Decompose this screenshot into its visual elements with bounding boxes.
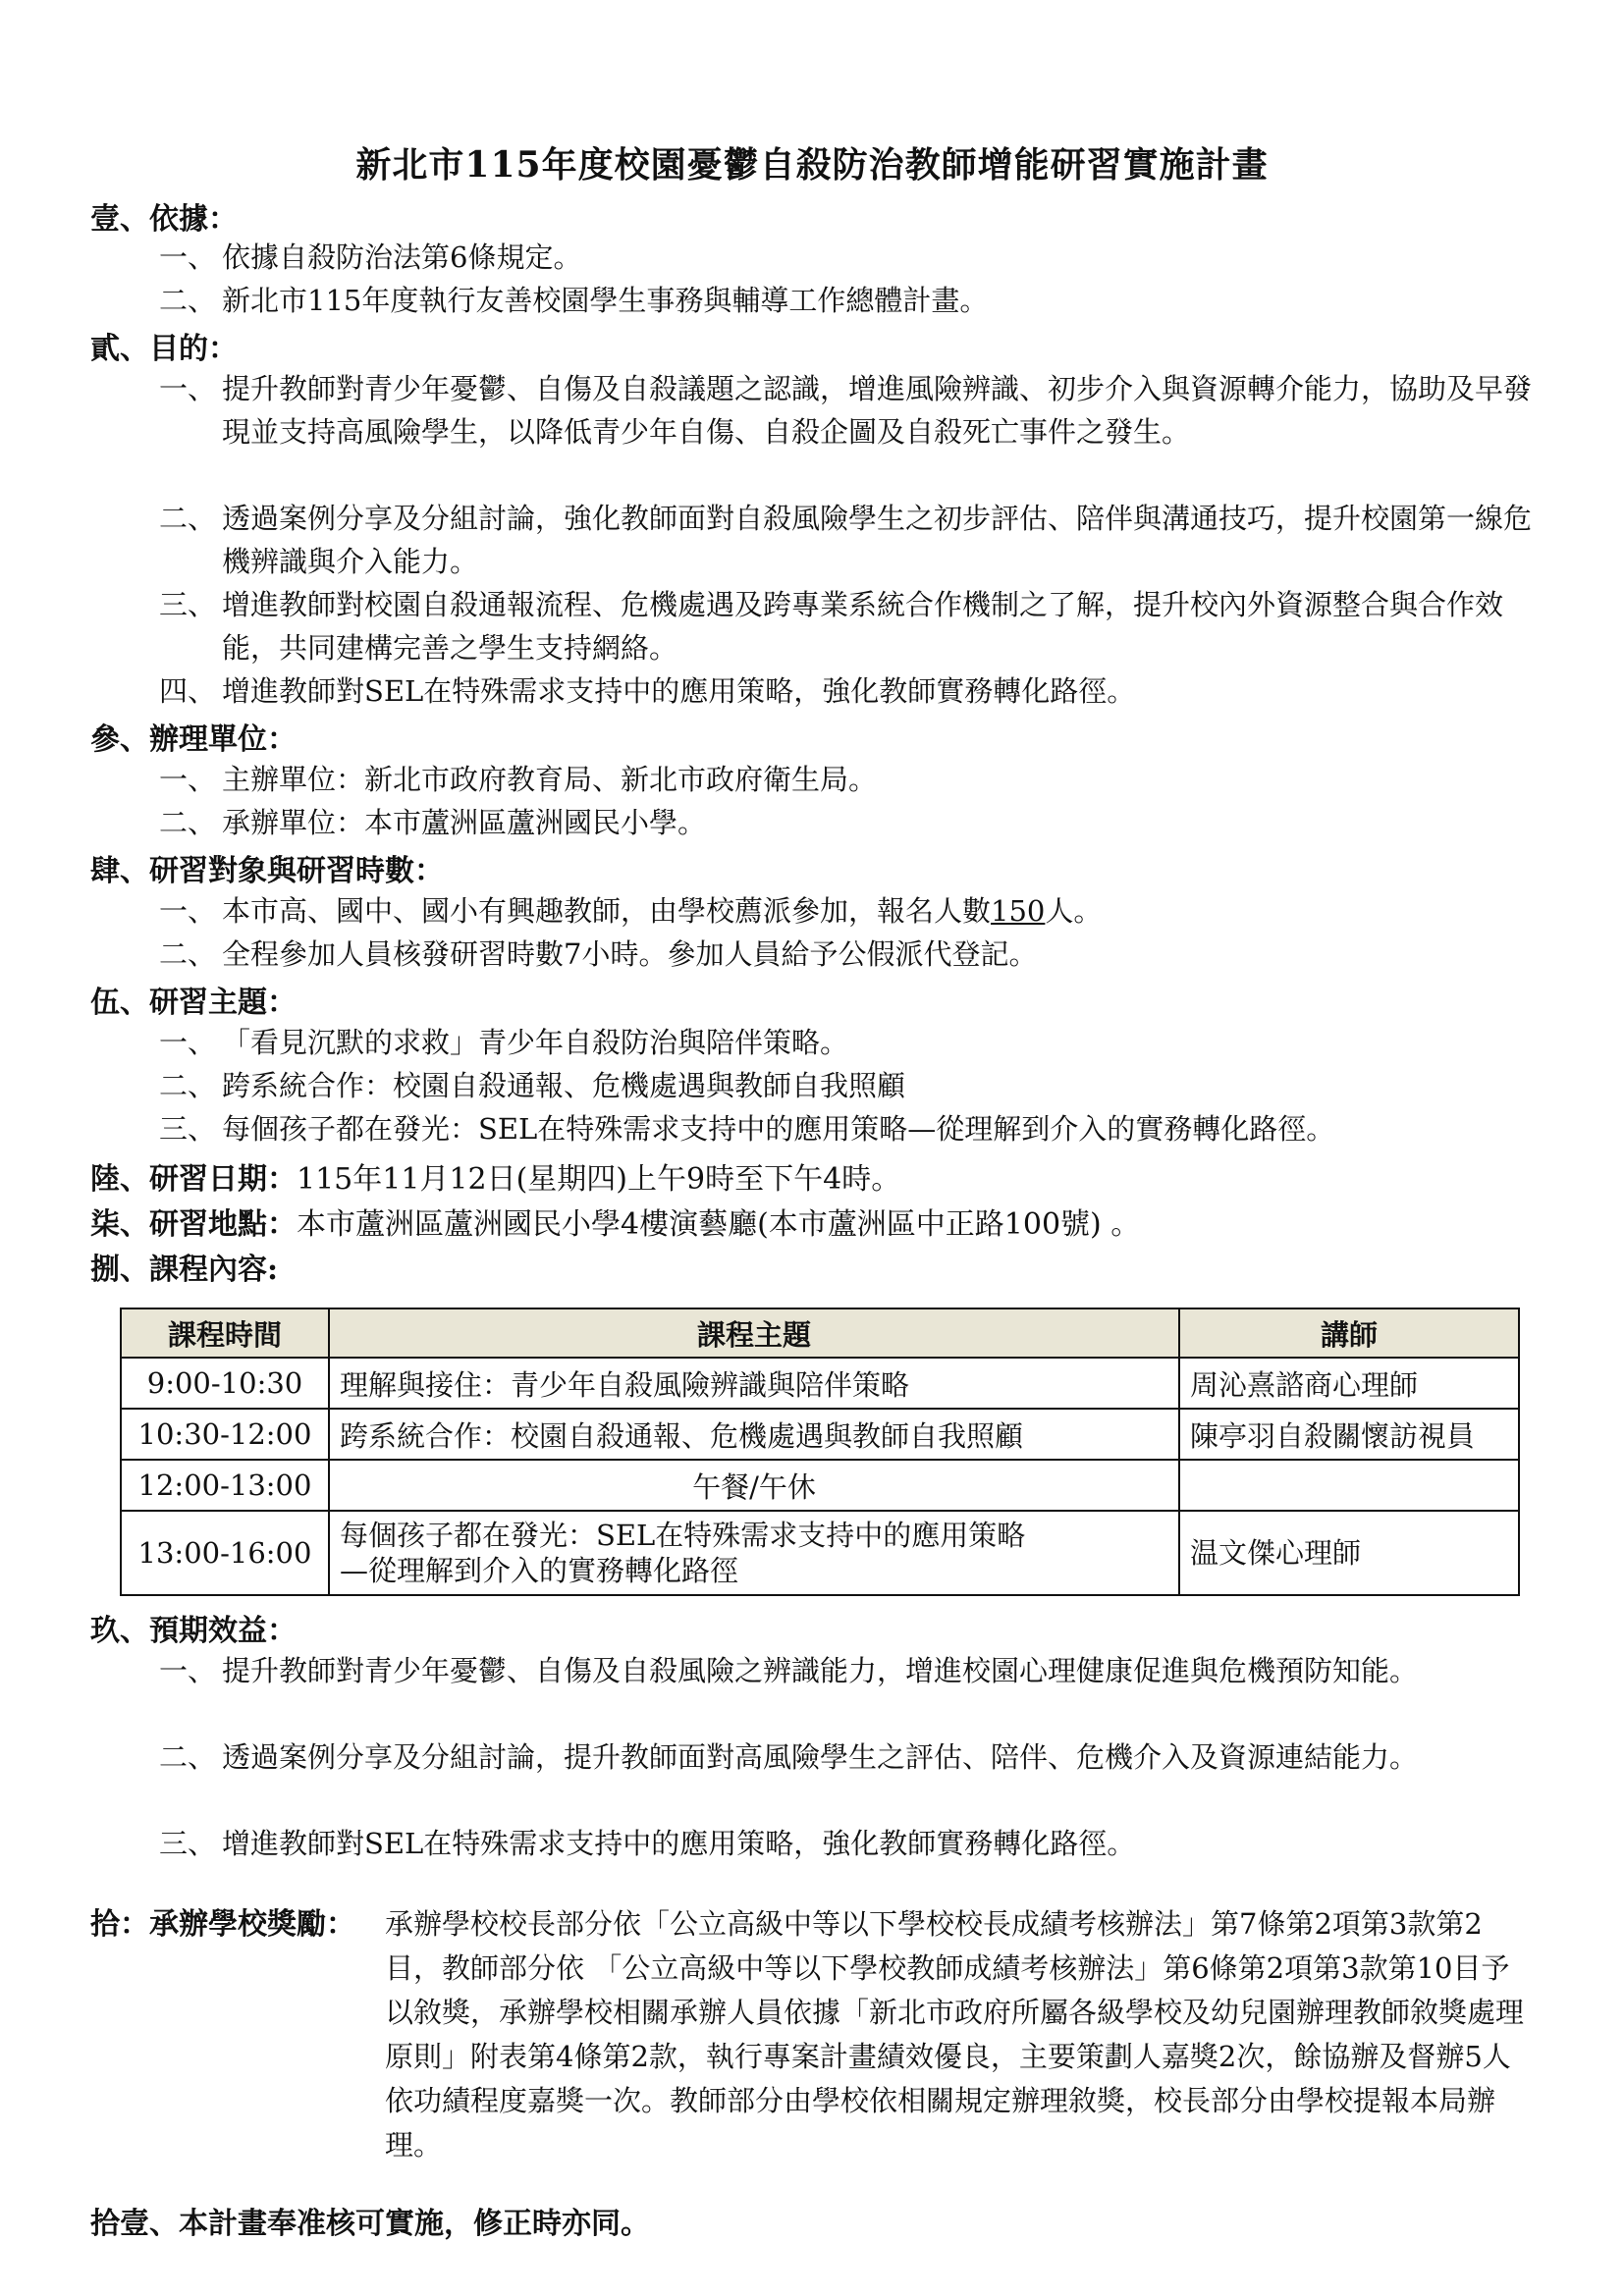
- cell-topic: 午餐/午休: [329, 1460, 1179, 1511]
- item-text: 增進教師對SEL在特殊需求支持中的應用策略，強化教師實務轉化路徑。: [222, 674, 1136, 708]
- item-number: 一、: [159, 240, 217, 274]
- participants-item-2: [159, 933, 1534, 976]
- header-lecturer: 講師: [1179, 1308, 1519, 1358]
- item-text: 承辦單位：本市蘆洲區蘆洲國民小學。: [222, 806, 707, 839]
- cell-lecturer: 周沁熹諮商心理師: [1179, 1358, 1519, 1409]
- item-number: 三、: [159, 1827, 217, 1860]
- item-text: 透過案例分享及分組討論，強化教師面對自殺風險學生之初步評估、陪伴與溝通技巧，提升校園第一線危機辨識與介入能力。: [222, 502, 1533, 578]
- item-number: 三、: [159, 1112, 217, 1146]
- item-number: 一、: [159, 894, 217, 928]
- cell-topic-line-2: —從理解到介入的實務轉化路徑: [340, 1554, 739, 1587]
- section-benefits-heading: 玖、預期效益：: [90, 1614, 297, 1648]
- section-organizer-heading: 參、辦理單位：: [90, 722, 297, 757]
- basis-item-1: [159, 236, 1534, 279]
- item-number: 二、: [159, 806, 217, 839]
- item-text: 主辦單位：新北市政府教育局、新北市政府衛生局。: [222, 763, 878, 796]
- themes-item-1: [159, 1021, 1534, 1064]
- cell-time: 10:30-12:00: [121, 1409, 329, 1460]
- item-number: 一、: [159, 1654, 217, 1687]
- item-number: 二、: [159, 284, 217, 317]
- table-row: [121, 1460, 1519, 1511]
- section-course-heading: 捌、課程內容:: [90, 1253, 279, 1287]
- section-themes-heading: 伍、研習主題：: [90, 986, 297, 1020]
- cell-lecturer: 陳亭羽自殺關懷訪視員: [1179, 1409, 1519, 1460]
- item-text: 提升教師對青少年憂鬱、自傷及自殺議題之認識，增進風險辨識、初步介入與資源轉介能力，協助及早發現並支持高風險學生，以降低青少年自傷、自殺企圖及自殺死亡事件之發生。: [222, 372, 1533, 449]
- section-venue-heading: 柒、研習地點：: [90, 1207, 297, 1242]
- cell-topic: [329, 1511, 1179, 1595]
- cell-time: 12:00-13:00: [121, 1460, 329, 1511]
- item-text: 全程參加人員核發研習時數7小時。參加人員給予公假派代登記。: [222, 937, 1038, 971]
- cell-topic: 跨系統合作：校園自殺通報、危機處遇與教師自我照顧: [329, 1409, 1179, 1460]
- cell-time: 9:00-10:30: [121, 1358, 329, 1409]
- cell-lecturer: 温文傑心理師: [1179, 1511, 1519, 1595]
- section-venue: [90, 1200, 1140, 1243]
- organizer-item-2: [159, 801, 1534, 844]
- cell-topic: 理解與接住：青少年自殺風險辨識與陪伴策略: [329, 1358, 1179, 1409]
- section-reward-heading: 拾：承辦學校獎勵：: [90, 1907, 355, 1942]
- item-text: 每個孩子都在發光：SEL在特殊需求支持中的應用策略—從理解到介入的實務轉化路徑。: [222, 1112, 1335, 1146]
- item-text: 依據自殺防治法第6條規定。: [222, 240, 582, 274]
- item-number: 三、: [159, 588, 217, 621]
- item-text: 跨系統合作：校園自殺通報、危機處遇與教師自我照顧: [222, 1069, 906, 1102]
- item-text: 「看見沉默的求救」青少年自殺防治與陪伴策略。: [222, 1026, 849, 1059]
- section-purpose-heading: 貳、目的：: [90, 332, 238, 366]
- purpose-item-4: [159, 669, 1534, 713]
- section-participants-heading: 肆、研習對象與研習時數：: [90, 854, 444, 888]
- item-text-post: 人。: [1045, 894, 1103, 928]
- item-number: 一、: [159, 763, 217, 796]
- header-topic: 課程主題: [329, 1308, 1179, 1358]
- item-text: 透過案例分享及分組討論，提升教師面對高風險學生之評估、陪伴、危機介入及資源連結能力。: [222, 1740, 1419, 1774]
- item-number: 二、: [159, 1069, 217, 1102]
- section-date-heading: 陸、研習日期：: [90, 1162, 297, 1197]
- item-text: 增進教師對SEL在特殊需求支持中的應用策略，強化教師實務轉化路徑。: [222, 1827, 1136, 1860]
- participants-item-1: [159, 889, 1534, 933]
- enrollment-count: 150: [991, 894, 1046, 928]
- section-reward-text: 承辦學校校長部分依「公立高級中等以下學校校長成績考核辦法」第7條第2項第3款第2目，教師部分依 「公立高級中等以下學校教師成績考核辦法」第6條第2項第3款第10目予以敘獎，承辦學校相關承辦人員依據「新北市政府所屬各級學校及幼兒園辦理教師敘獎處理原則」附表第4條第2款，執行專案計畫績效優良，主要策劃人嘉獎2次，餘協辦及督辦5人依功績程度嘉獎一次。教師部分由學校依相關規定辦理敘獎，校長部分由學校提報本局辦理。: [385, 1907, 1525, 2162]
- cell-time: 13:00-16:00: [121, 1511, 329, 1595]
- purpose-item-3: [159, 583, 1534, 669]
- benefits-item-3: [159, 1822, 1534, 1865]
- item-number: 二、: [159, 1740, 217, 1774]
- item-text: 新北市115年度執行友善校園學生事務與輔導工作總體計畫。: [222, 284, 989, 317]
- item-number: 一、: [159, 372, 217, 405]
- item-text: [159, 889, 1534, 933]
- item-number: 二、: [159, 502, 217, 535]
- cell-topic-line-1: 每個孩子都在發光：SEL在特殊需求支持中的應用策略: [340, 1519, 1026, 1552]
- item-text-pre: 本市高、國中、國小有興趣教師，由學校薦派參加，報名人數: [222, 894, 992, 928]
- section-reward: [90, 1902, 1534, 2167]
- item-number: 四、: [159, 674, 217, 708]
- section-basis-heading: 壹、依據：: [90, 202, 238, 237]
- section-date: [90, 1154, 900, 1198]
- document-title: 新北市115年度校園憂鬱自殺防治教師增能研習實施計畫: [355, 144, 1269, 186]
- purpose-item-1: [159, 367, 1534, 454]
- themes-item-3: [159, 1107, 1563, 1150]
- table-row: [121, 1409, 1519, 1460]
- cell-lecturer: [1179, 1460, 1519, 1511]
- header-time: 課程時間: [121, 1308, 329, 1358]
- basis-item-2: [159, 279, 1534, 322]
- table-row: [121, 1511, 1519, 1595]
- section-final-clause: 拾壹、本計畫奉准核可實施，修正時亦同。: [90, 2207, 650, 2241]
- section-venue-text: 本市蘆洲區蘆洲國民小學4樓演藝廳(本市蘆洲區中正路100號) 。: [297, 1207, 1141, 1242]
- purpose-item-2: [159, 497, 1534, 583]
- item-number: 一、: [159, 1026, 217, 1059]
- item-number: 二、: [159, 937, 217, 971]
- benefits-item-2: [159, 1735, 1534, 1779]
- benefits-item-1: [159, 1649, 1534, 1692]
- item-text: 提升教師對青少年憂鬱、自傷及自殺風險之辨識能力，增進校園心理健康促進與危機預防知能。: [222, 1654, 1419, 1687]
- item-text: 增進教師對校園自殺通報流程、危機處遇及跨專業系統合作機制之了解，提升校內外資源整合與合作效能，共同建構完善之學生支持網絡。: [222, 588, 1504, 665]
- section-date-text: 115年11月12日(星期四)上午9時至下午4時。: [297, 1162, 901, 1197]
- themes-item-2: [159, 1064, 1534, 1107]
- schedule-table: [120, 1308, 1520, 1596]
- organizer-item-1: [159, 758, 1534, 801]
- table-row: [121, 1358, 1519, 1409]
- schedule-header-row: [121, 1308, 1519, 1358]
